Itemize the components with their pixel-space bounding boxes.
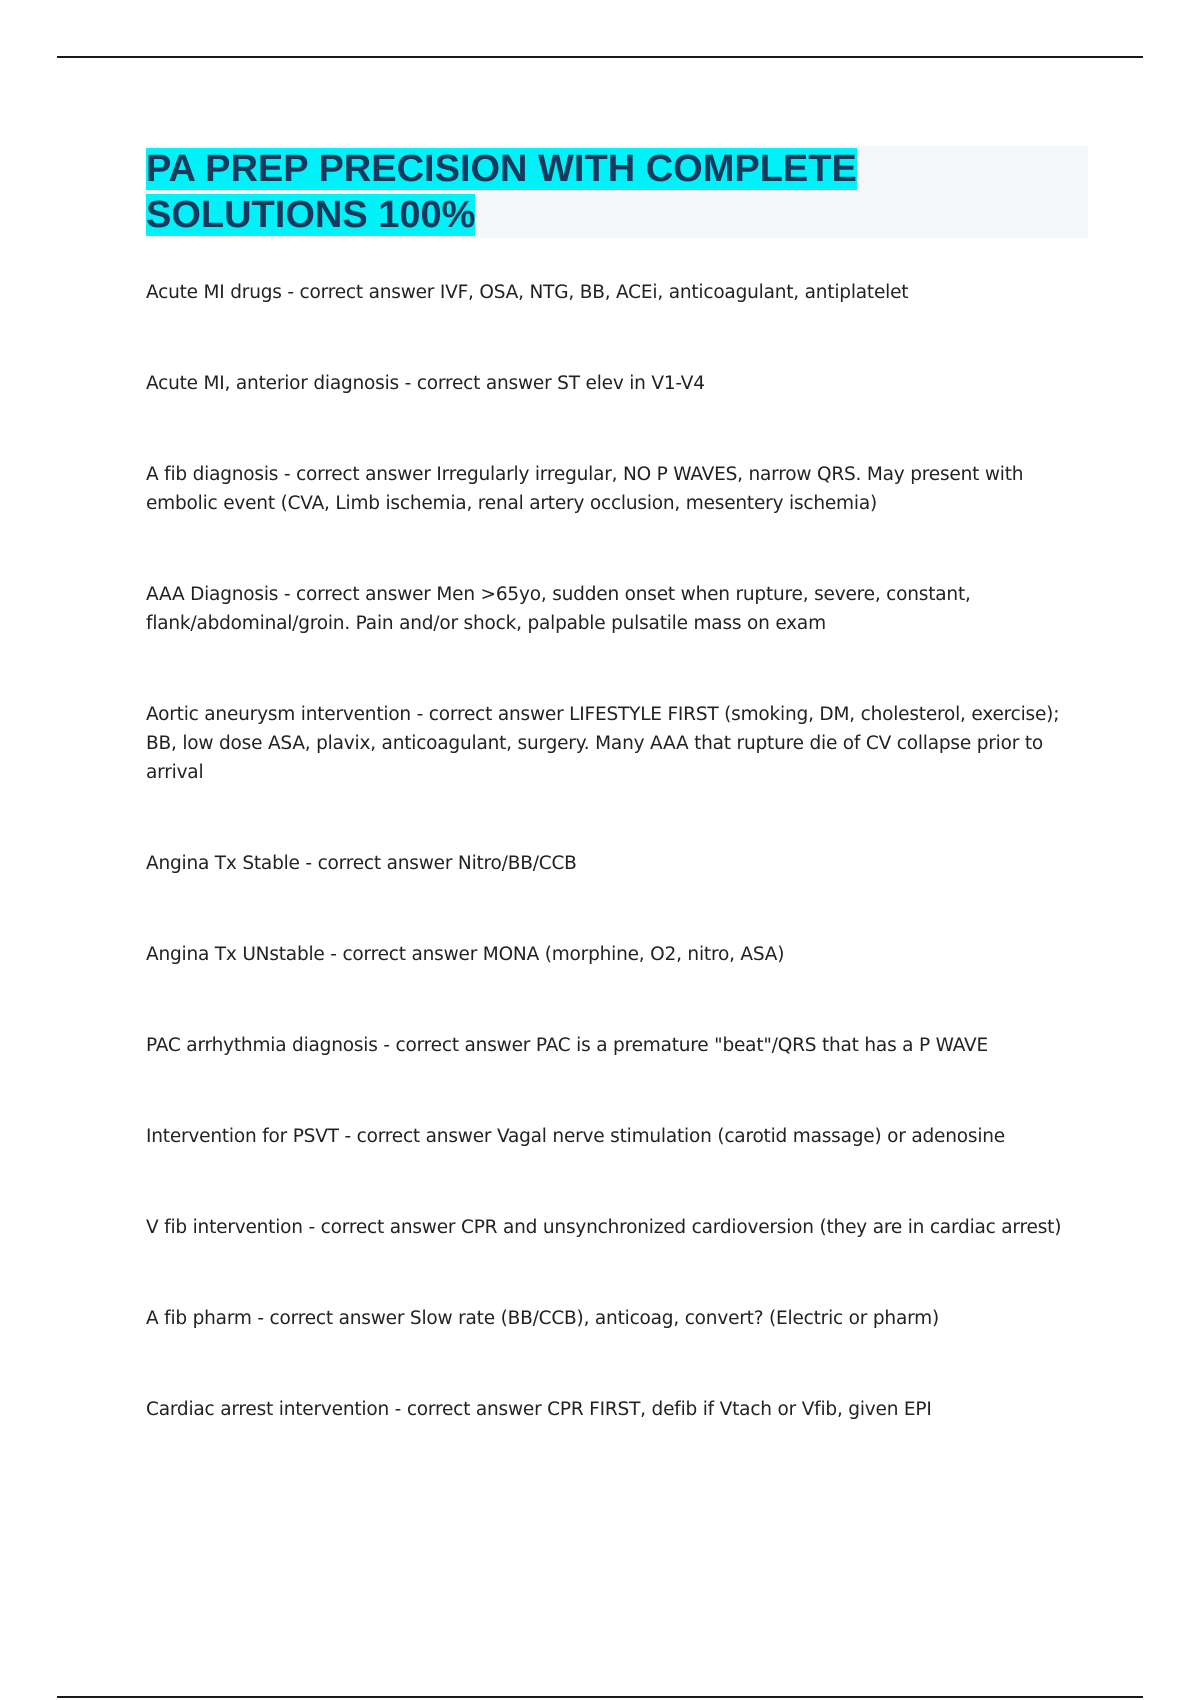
qa-item: PAC arrhythmia diagnosis - correct answer PAC is a premature "beat"/QRS that has a P WAVE bbox=[146, 1035, 988, 1056]
qa-item: Angina Tx UNstable - correct answer MONA (morphine, O2, nitro, ASA) bbox=[146, 944, 785, 965]
qa-item: Aortic aneurysm intervention - correct answer LIFESTYLE FIRST (smoking, DM, cholesterol, exercise); BB, low dose ASA, plavix, anticoagulant, surgery. Many AAA that rupture die of CV collapse prior to arrival bbox=[146, 704, 1060, 783]
qa-item: A fib diagnosis - correct answer Irregularly irregular, NO P WAVES, narrow QRS. May present with embolic event (CVA, Limb ischemia, renal artery occlusion, mesentery ischemia) bbox=[146, 464, 1024, 514]
qa-item: AAA Diagnosis - correct answer Men >65yo, sudden onset when rupture, severe, constant, flank/abdominal/groin. Pain and/or shock, palpable pulsatile mass on exam bbox=[146, 584, 971, 634]
bottom-divider bbox=[57, 1696, 1143, 1698]
title-block bbox=[146, 146, 1088, 238]
qa-item: Angina Tx Stable - correct answer Nitro/BB/CCB bbox=[146, 853, 577, 874]
page-title bbox=[146, 146, 1088, 238]
qa-item: Cardiac arrest intervention - correct answer CPR FIRST, defib if Vtach or Vfib, given EPI bbox=[146, 1399, 932, 1420]
qa-item: V fib intervention - correct answer CPR and unsynchronized cardioversion (they are in cardiac arrest) bbox=[146, 1217, 1062, 1238]
qa-item: Acute MI, anterior diagnosis - correct answer ST elev in V1-V4 bbox=[146, 373, 705, 394]
qa-item: Acute MI drugs - correct answer IVF, OSA, NTG, BB, ACEi, anticoagulant, antiplatelet bbox=[146, 282, 909, 303]
title-line-2: SOLUTIONS 100% bbox=[146, 194, 476, 236]
qa-item: Intervention for PSVT - correct answer Vagal nerve stimulation (carotid massage) or adenosine bbox=[146, 1126, 1005, 1147]
qa-list bbox=[146, 278, 1086, 1424]
title-line-1: PA PREP PRECISION WITH COMPLETE bbox=[146, 148, 857, 190]
top-divider bbox=[57, 56, 1143, 58]
qa-item: A fib pharm - correct answer Slow rate (BB/CCB), anticoag, convert? (Electric or pharm) bbox=[146, 1308, 939, 1329]
